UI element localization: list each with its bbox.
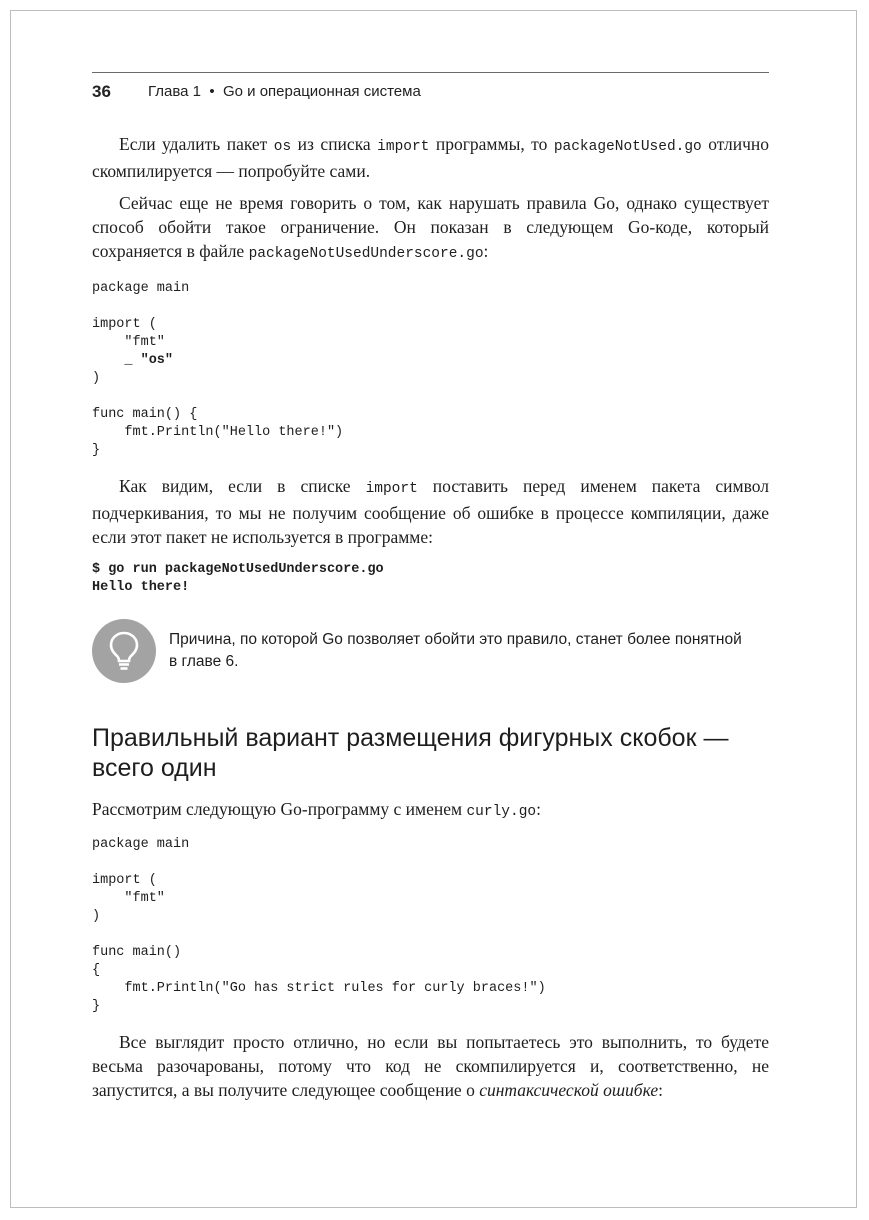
chapter-label: Глава 1 [148, 83, 202, 100]
tip-box [92, 619, 769, 689]
paragraph-remove-os: Если удалить пакет os из списка import программы, то packageNotUsed.go отлично скомпилируется — попробуйте сами. [92, 134, 769, 181]
inline-code: packageNotUsed.go [553, 139, 702, 155]
inline-code: import [365, 481, 418, 497]
paragraph-underscore-explained: Как видим, если в списке import поставить перед именем пакета символ подчеркивания, то мы не получим сообщение об ошибке в процессе компиляции, даже если этот пакет не используется в программе: [92, 476, 769, 547]
page-header [92, 72, 769, 113]
chapter-title: Go и операционная система [222, 83, 421, 100]
inline-code: packageNotUsedUnderscore.go [248, 246, 484, 262]
inline-code: import [377, 139, 430, 155]
inline-code: os [273, 139, 292, 155]
running-head [148, 83, 421, 100]
code-block-underscore: package main import ( "fmt" _ "os" ) func main() { fmt.Println("Hello there!") } [92, 281, 344, 458]
lightbulb-icon [108, 631, 140, 671]
terminal-output: $ go run packageNotUsedUnderscore.go Hello there! [92, 562, 384, 595]
header-separator: • [209, 83, 215, 100]
emphasis: синтаксической ошибке [479, 1080, 659, 1100]
page-content [92, 132, 769, 1102]
paragraph-workaround: Сейчас еще не время говорить о том, как нарушать правила Go, однако существует способ обойти такое ограничение. Он показан в следующем Go-коде, который сохраняется в файле packageNotUsedUnderscore.go: [92, 193, 769, 262]
tip-icon-circle [92, 619, 156, 683]
section-heading: Правильный вариант размещения фигурных скобок — всего один [92, 724, 729, 782]
tip-text: Причина, по которой Go позволяет обойти это правило, станет более понятной в главе 6. [169, 631, 742, 670]
paragraph-syntax-error: Все выглядит просто отлично, но если вы попытаетесь это выполнить, то будете весьма разочарованы, потому что код не скомпилируется и, соответственно, не запустится, а вы получите следующее сообщение о синтаксической ошибке: [92, 1032, 769, 1100]
code-block-curly: package main import ( "fmt" ) func main() { fmt.Println("Go has strict rules for curly braces!") } [92, 837, 546, 1014]
inline-code: curly.go [466, 804, 537, 820]
paragraph-curly-intro: Рассмотрим следующую Go-программу с именем curly.go: [92, 799, 541, 820]
page-number: 36 [92, 82, 111, 101]
